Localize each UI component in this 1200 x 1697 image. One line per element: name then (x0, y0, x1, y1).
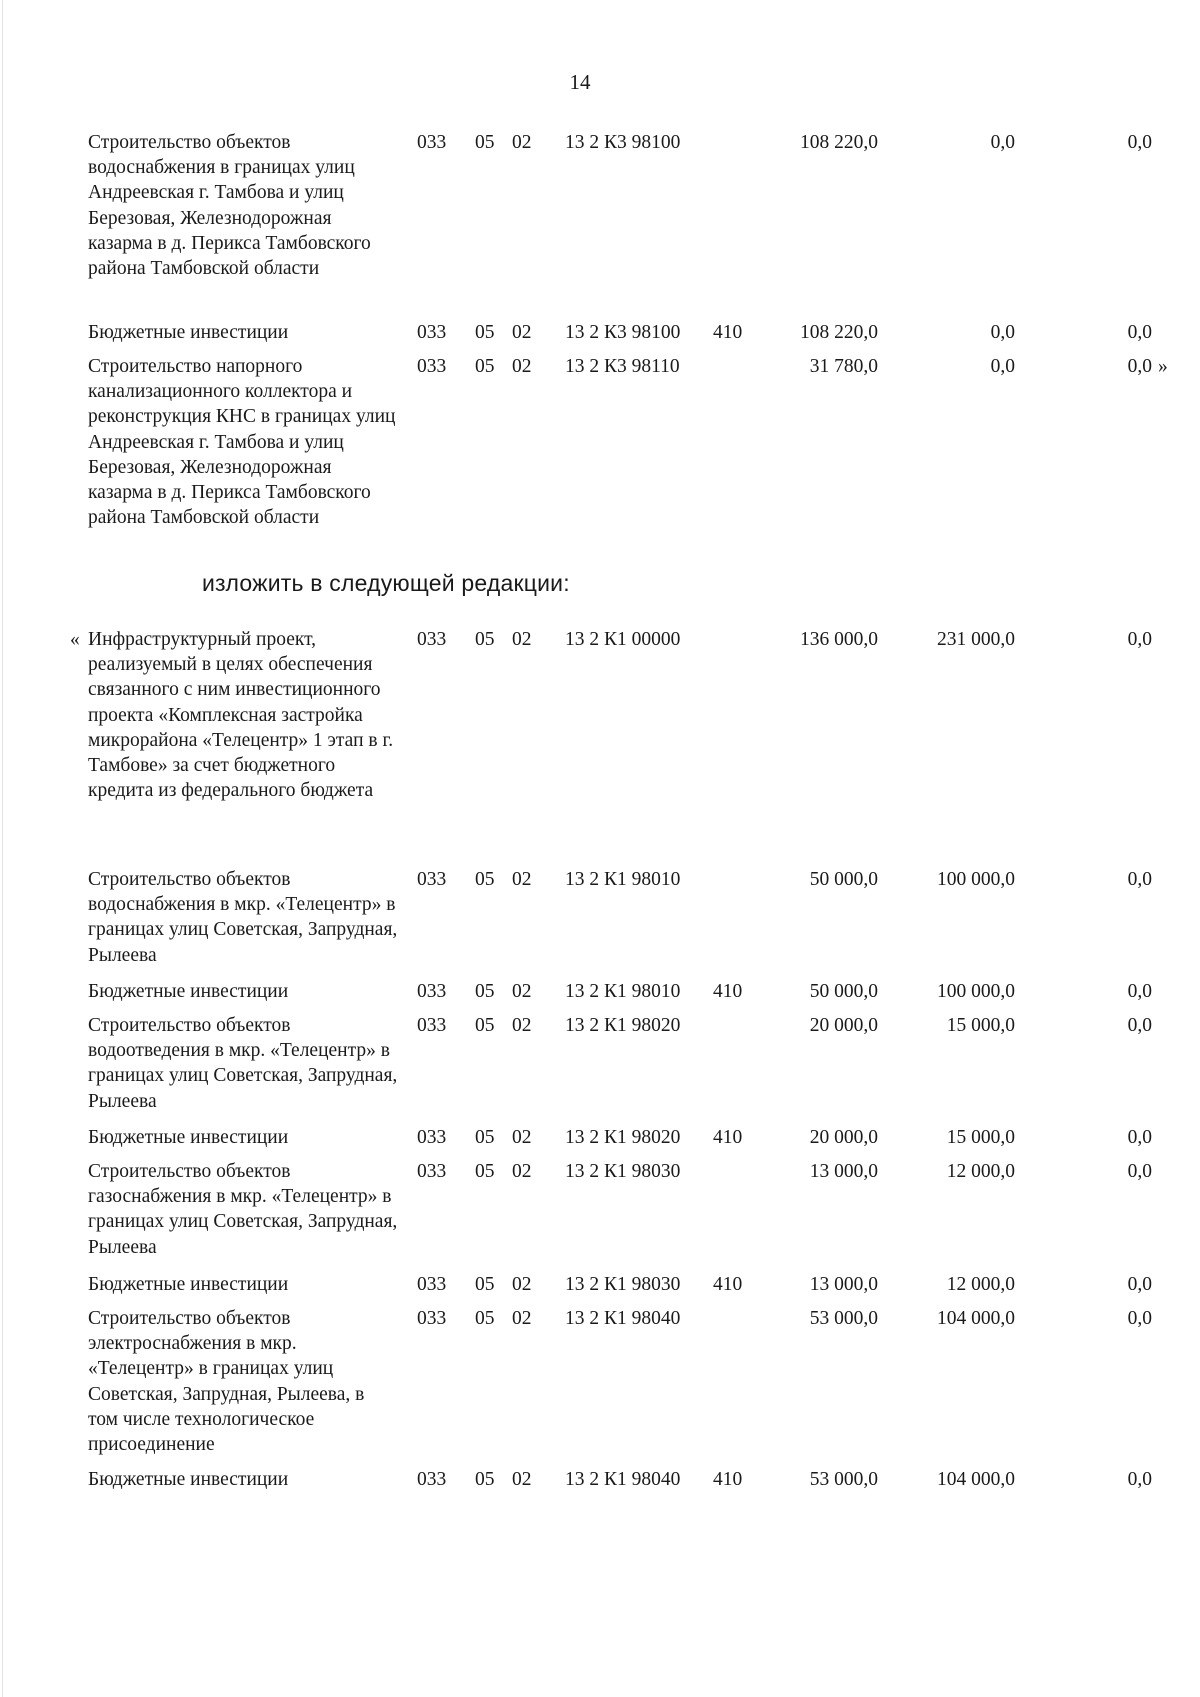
row-subsection: 02 (512, 1274, 532, 1295)
row-value-1: 13 000,0 (809, 1161, 878, 1182)
row-value-2: 104 000,0 (937, 1308, 1015, 1329)
row-code: 033 (417, 1308, 447, 1329)
row-name: Бюджетные инвестиции (88, 1469, 289, 1490)
row-section: 05 (475, 1469, 495, 1490)
row-expense: 410 (713, 1127, 743, 1148)
row-expense: 410 (713, 981, 743, 1002)
row-code: 033 (417, 356, 447, 377)
row-code: 033 (417, 981, 447, 1002)
row-section: 05 (475, 869, 495, 890)
row-subsection: 02 (512, 1469, 532, 1490)
row-value-3: 0,0 (1127, 1015, 1152, 1036)
row-value-2: 100 000,0 (937, 981, 1015, 1002)
row-subsection: 02 (512, 1308, 532, 1329)
row-code: 033 (417, 1015, 447, 1036)
row-value-2: 12 000,0 (946, 1161, 1015, 1182)
row-value-3: 0,0 (1127, 981, 1152, 1002)
row-value-2: 231 000,0 (937, 629, 1015, 650)
row-name: Строительство объектов водоотведения в мкр. «Телецентр» в границах улиц Советская, Запрудная, Рылеева (88, 1015, 398, 1112)
row-name: Бюджетные инвестиции (88, 322, 289, 343)
row-name: Бюджетные инвестиции (88, 981, 289, 1002)
page-number: 14 (569, 70, 591, 94)
row-code: 033 (417, 322, 447, 343)
row-section: 05 (475, 981, 495, 1002)
row-target: 13 2 К1 98030 (565, 1274, 681, 1295)
row-subsection: 02 (512, 132, 532, 153)
row-value-3: 0,0 (1127, 1274, 1152, 1295)
row-subsection: 02 (512, 1015, 532, 1036)
row-section: 05 (475, 356, 495, 377)
row-code: 033 (417, 1161, 447, 1182)
row-section: 05 (475, 1308, 495, 1329)
closing-quote: » (1158, 356, 1168, 377)
row-value-3: 0,0 (1127, 132, 1152, 153)
row-value-2: 104 000,0 (937, 1469, 1015, 1490)
row-value-3: 0,0 (1127, 869, 1152, 890)
row-value-1: 31 780,0 (809, 356, 878, 377)
row-section: 05 (475, 1127, 495, 1148)
row-section: 05 (475, 1015, 495, 1036)
row-section: 05 (475, 629, 495, 650)
row-section: 05 (475, 322, 495, 343)
row-value-1: 50 000,0 (809, 869, 878, 890)
row-value-1: 108 220,0 (800, 132, 878, 153)
row-section: 05 (475, 1274, 495, 1295)
row-value-2: 0,0 (990, 322, 1015, 343)
row-name: Бюджетные инвестиции (88, 1127, 289, 1148)
row-value-3: 0,0 (1127, 1308, 1152, 1329)
instruction-heading: изложить в следующей редакции: (202, 570, 570, 596)
row-subsection: 02 (512, 1161, 532, 1182)
row-value-1: 108 220,0 (800, 322, 878, 343)
opening-quote: « (70, 629, 80, 650)
row-code: 033 (417, 1274, 447, 1295)
row-value-1: 13 000,0 (809, 1274, 878, 1295)
row-value-2: 0,0 (990, 132, 1015, 153)
row-value-1: 136 000,0 (800, 629, 878, 650)
row-target: 13 2 К1 98020 (565, 1127, 681, 1148)
row-target: 13 2 К3 98100 (565, 322, 681, 343)
row-expense: 410 (713, 1274, 743, 1295)
row-expense: 410 (713, 1469, 743, 1490)
row-value-2: 100 000,0 (937, 869, 1015, 890)
scan-edge-line (2, 0, 3, 1697)
row-code: 033 (417, 1127, 447, 1148)
row-value-1: 53 000,0 (809, 1308, 878, 1329)
row-value-1: 20 000,0 (809, 1127, 878, 1148)
row-value-3: 0,0 (1127, 1161, 1152, 1182)
row-value-1: 53 000,0 (809, 1469, 878, 1490)
row-target: 13 2 К1 98030 (565, 1161, 681, 1182)
row-section: 05 (475, 132, 495, 153)
row-value-2: 15 000,0 (946, 1127, 1015, 1148)
row-code: 033 (417, 132, 447, 153)
row-target: 13 2 К3 98100 (565, 132, 681, 153)
row-name: Бюджетные инвестиции (88, 1274, 289, 1295)
row-name: Строительство объектов водоснабжения в мкр. «Телецентр» в границах улиц Советская, Запрудная, Рылеева (88, 869, 398, 966)
row-section: 05 (475, 1161, 495, 1182)
row-value-3: 0,0 (1127, 356, 1152, 377)
row-name: Строительство напорного канализационного коллектора и реконструкция КНС в границах улиц Андреевская г. Тамбова и улиц Березовая, Железнодорожная казарма в д. Перикса Тамбовского района Тамбовской области (88, 356, 396, 529)
row-subsection: 02 (512, 629, 532, 650)
row-code: 033 (417, 629, 447, 650)
row-target: 13 2 К1 98010 (565, 981, 681, 1002)
row-target: 13 2 К1 98020 (565, 1015, 681, 1036)
row-value-3: 0,0 (1127, 629, 1152, 650)
row-subsection: 02 (512, 981, 532, 1002)
row-target: 13 2 К1 98040 (565, 1308, 681, 1329)
row-target: 13 2 К1 00000 (565, 629, 681, 650)
row-target: 13 2 К3 98110 (565, 356, 680, 377)
row-subsection: 02 (512, 356, 532, 377)
row-value-2: 12 000,0 (946, 1274, 1015, 1295)
row-name: Инфраструктурный проект, реализуемый в целях обеспечения связанного с ним инвестиционного проекта «Комплексная застройка микрорайона «Телецентр» 1 этап в г. Тамбове» за счет бюджетного кредита из федерального бюджета (88, 629, 394, 802)
row-value-2: 0,0 (990, 356, 1015, 377)
row-target: 13 2 К1 98040 (565, 1469, 681, 1490)
row-value-3: 0,0 (1127, 1469, 1152, 1490)
row-code: 033 (417, 1469, 447, 1490)
row-subsection: 02 (512, 322, 532, 343)
row-value-1: 20 000,0 (809, 1015, 878, 1036)
row-value-3: 0,0 (1127, 1127, 1152, 1148)
row-value-3: 0,0 (1127, 322, 1152, 343)
row-subsection: 02 (512, 1127, 532, 1148)
row-name: Строительство объектов водоснабжения в границах улиц Андреевская г. Тамбова и улиц Березовая, Железнодорожная казарма в д. Перикса Тамбовского района Тамбовской области (88, 132, 371, 280)
row-name: Строительство объектов газоснабжения в мкр. «Телецентр» в границах улиц Советская, Запрудная, Рылеева (88, 1161, 398, 1258)
row-name: Строительство объектов электроснабжения в мкр. «Телецентр» в границах улиц Советская, Запрудная, Рылеева, в том числе технологическое присоединение (88, 1308, 365, 1456)
row-target: 13 2 К1 98010 (565, 869, 681, 890)
row-value-1: 50 000,0 (809, 981, 878, 1002)
row-expense: 410 (713, 322, 743, 343)
row-value-2: 15 000,0 (946, 1015, 1015, 1036)
row-subsection: 02 (512, 869, 532, 890)
row-code: 033 (417, 869, 447, 890)
